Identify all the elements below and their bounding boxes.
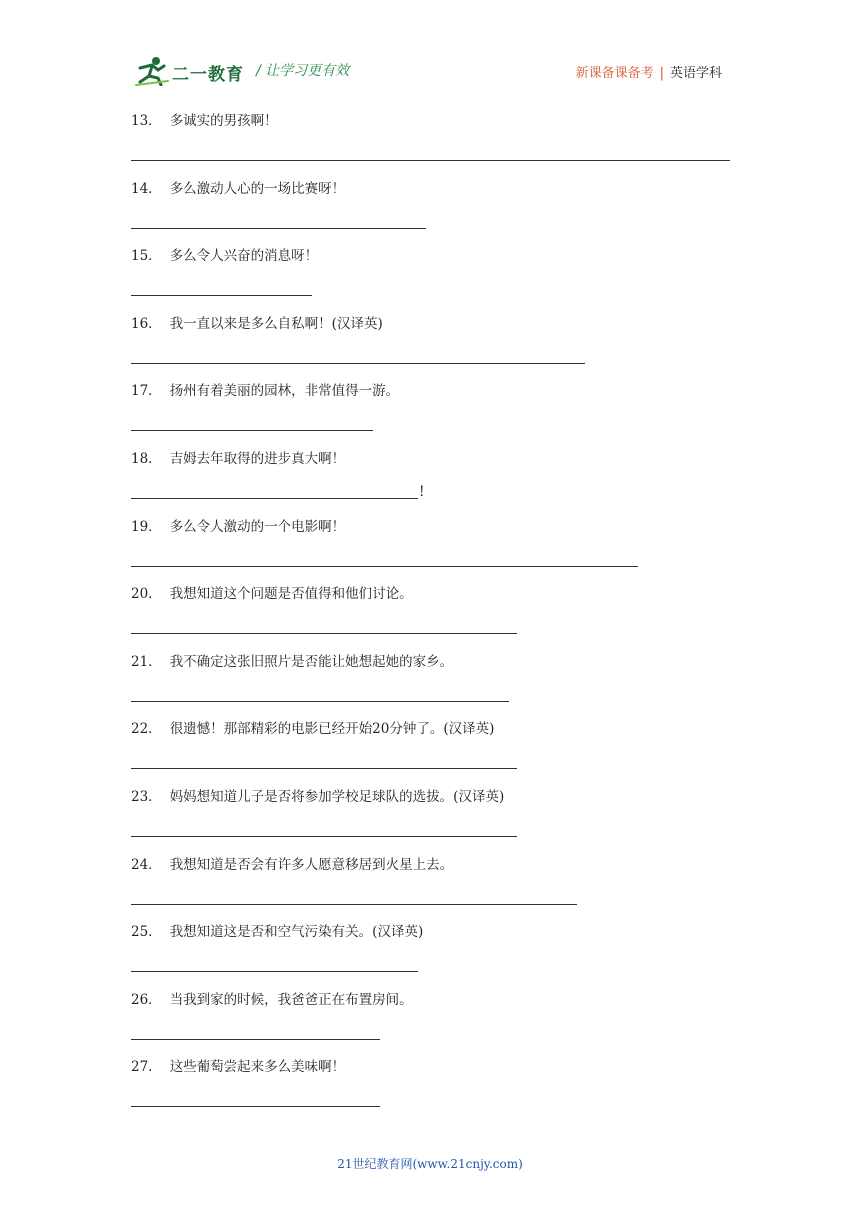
- question-text: [131, 991, 413, 1009]
- question-list: [131, 112, 731, 1126]
- question-text: [131, 247, 318, 265]
- question-item: [131, 653, 731, 721]
- question-prompt: 这些葡萄尝起来多么美味啊！: [169, 1059, 346, 1076]
- question-prompt: 多么令人兴奋的消息呀！: [169, 248, 319, 265]
- answer-line[interactable]: [131, 971, 418, 972]
- question-number: 23．: [131, 788, 162, 805]
- answer-line[interactable]: [131, 701, 509, 702]
- question-item: [131, 450, 731, 518]
- question-text: [131, 653, 453, 671]
- answer-line[interactable]: [131, 1106, 380, 1107]
- answer-line[interactable]: [131, 1039, 380, 1040]
- question-item: [131, 382, 731, 450]
- question-text: [131, 180, 345, 198]
- question-prompt: 我不确定这张旧照片是否能让她想起她的家乡。: [169, 653, 454, 670]
- question-prompt: 多诚实的男孩啊！: [169, 113, 278, 129]
- question-text: [131, 788, 504, 806]
- page-header: [0, 0, 860, 110]
- question-number: 24．: [131, 856, 162, 873]
- runner-logo-icon: [134, 56, 170, 86]
- question-prompt: 我想知道是否会有许多人愿意移居到火星上去。: [169, 856, 454, 873]
- question-prompt: 我想知道这是否和空气污染有关。(汉译英): [169, 924, 424, 941]
- question-text: [131, 923, 423, 941]
- question-number: 25．: [131, 924, 162, 941]
- question-item: [131, 720, 731, 788]
- question-item: [131, 788, 731, 856]
- slogan: / 让学习更有效: [256, 63, 350, 79]
- question-text: [131, 450, 345, 468]
- question-item: [131, 991, 731, 1059]
- answer-line[interactable]: [131, 430, 373, 431]
- answer-line[interactable]: [131, 836, 517, 837]
- question-prompt: 当我到家的时候，我爸爸正在布置房间。: [169, 991, 413, 1008]
- question-number: 18．: [131, 450, 162, 467]
- question-number: 26．: [131, 991, 162, 1008]
- question-number: 15．: [131, 248, 162, 265]
- course-label: 新课备课备考: [575, 66, 654, 81]
- answer-line[interactable]: [131, 363, 585, 364]
- question-prompt: 多么激动人心的一场比赛呀！: [169, 180, 346, 197]
- page-footer: 21世纪教育网(www.21cnjy.com): [337, 1157, 523, 1171]
- question-item: [131, 315, 731, 383]
- question-text: [131, 112, 278, 130]
- question-text: [131, 585, 413, 603]
- question-prompt: 妈妈想知道儿子是否将参加学校足球队的选拔。(汉译英): [169, 788, 505, 805]
- answer-suffix: !: [419, 483, 425, 500]
- logo: [134, 56, 244, 90]
- question-number: 13．: [131, 113, 162, 129]
- question-number: 21．: [131, 653, 162, 670]
- question-text: [131, 720, 494, 738]
- answer-line[interactable]: [131, 160, 730, 161]
- question-number: 27．: [131, 1059, 162, 1076]
- question-item: [131, 856, 731, 924]
- question-number: 16．: [131, 315, 162, 332]
- question-item: [131, 112, 731, 180]
- question-item: [131, 247, 731, 315]
- question-number: 20．: [131, 586, 162, 603]
- question-item: [131, 585, 731, 653]
- question-number: 14．: [131, 180, 162, 197]
- question-number: 17．: [131, 383, 162, 400]
- answer-line[interactable]: [131, 768, 517, 769]
- question-item: [131, 518, 731, 586]
- question-number: 19．: [131, 518, 162, 535]
- answer-line[interactable]: [131, 566, 638, 567]
- answer-line[interactable]: [131, 633, 517, 634]
- question-item: [131, 1058, 731, 1126]
- question-prompt: 我一直以来是多么自私啊！(汉译英): [169, 315, 383, 332]
- question-prompt: 很遗憾！那部精彩的电影已经开始20分钟了。(汉译英): [169, 721, 495, 738]
- question-prompt: 吉姆去年取得的进步真大啊！: [169, 450, 346, 467]
- question-number: 22．: [131, 721, 162, 738]
- question-prompt: 扬州有着美丽的园林，非常值得一游。: [169, 383, 400, 400]
- question-item: [131, 180, 731, 248]
- answer-line[interactable]: [131, 228, 426, 229]
- question-text: [131, 518, 345, 536]
- subject-label: 英语学科: [669, 66, 722, 81]
- question-item: [131, 923, 731, 991]
- question-text: [131, 856, 453, 874]
- question-prompt: 多么令人激动的一个电影啊！: [169, 518, 346, 535]
- header-separator: |: [659, 66, 664, 81]
- question-text: [131, 1058, 345, 1076]
- question-text: [131, 382, 399, 400]
- answer-line[interactable]: [131, 904, 577, 905]
- header-course-info: [576, 62, 722, 81]
- answer-line[interactable]: [131, 295, 312, 296]
- question-text: [131, 315, 383, 333]
- answer-line[interactable]: [131, 498, 418, 499]
- logo-text: 二一教育: [172, 65, 244, 85]
- question-prompt: 我想知道这个问题是否值得和他们讨论。: [169, 586, 413, 603]
